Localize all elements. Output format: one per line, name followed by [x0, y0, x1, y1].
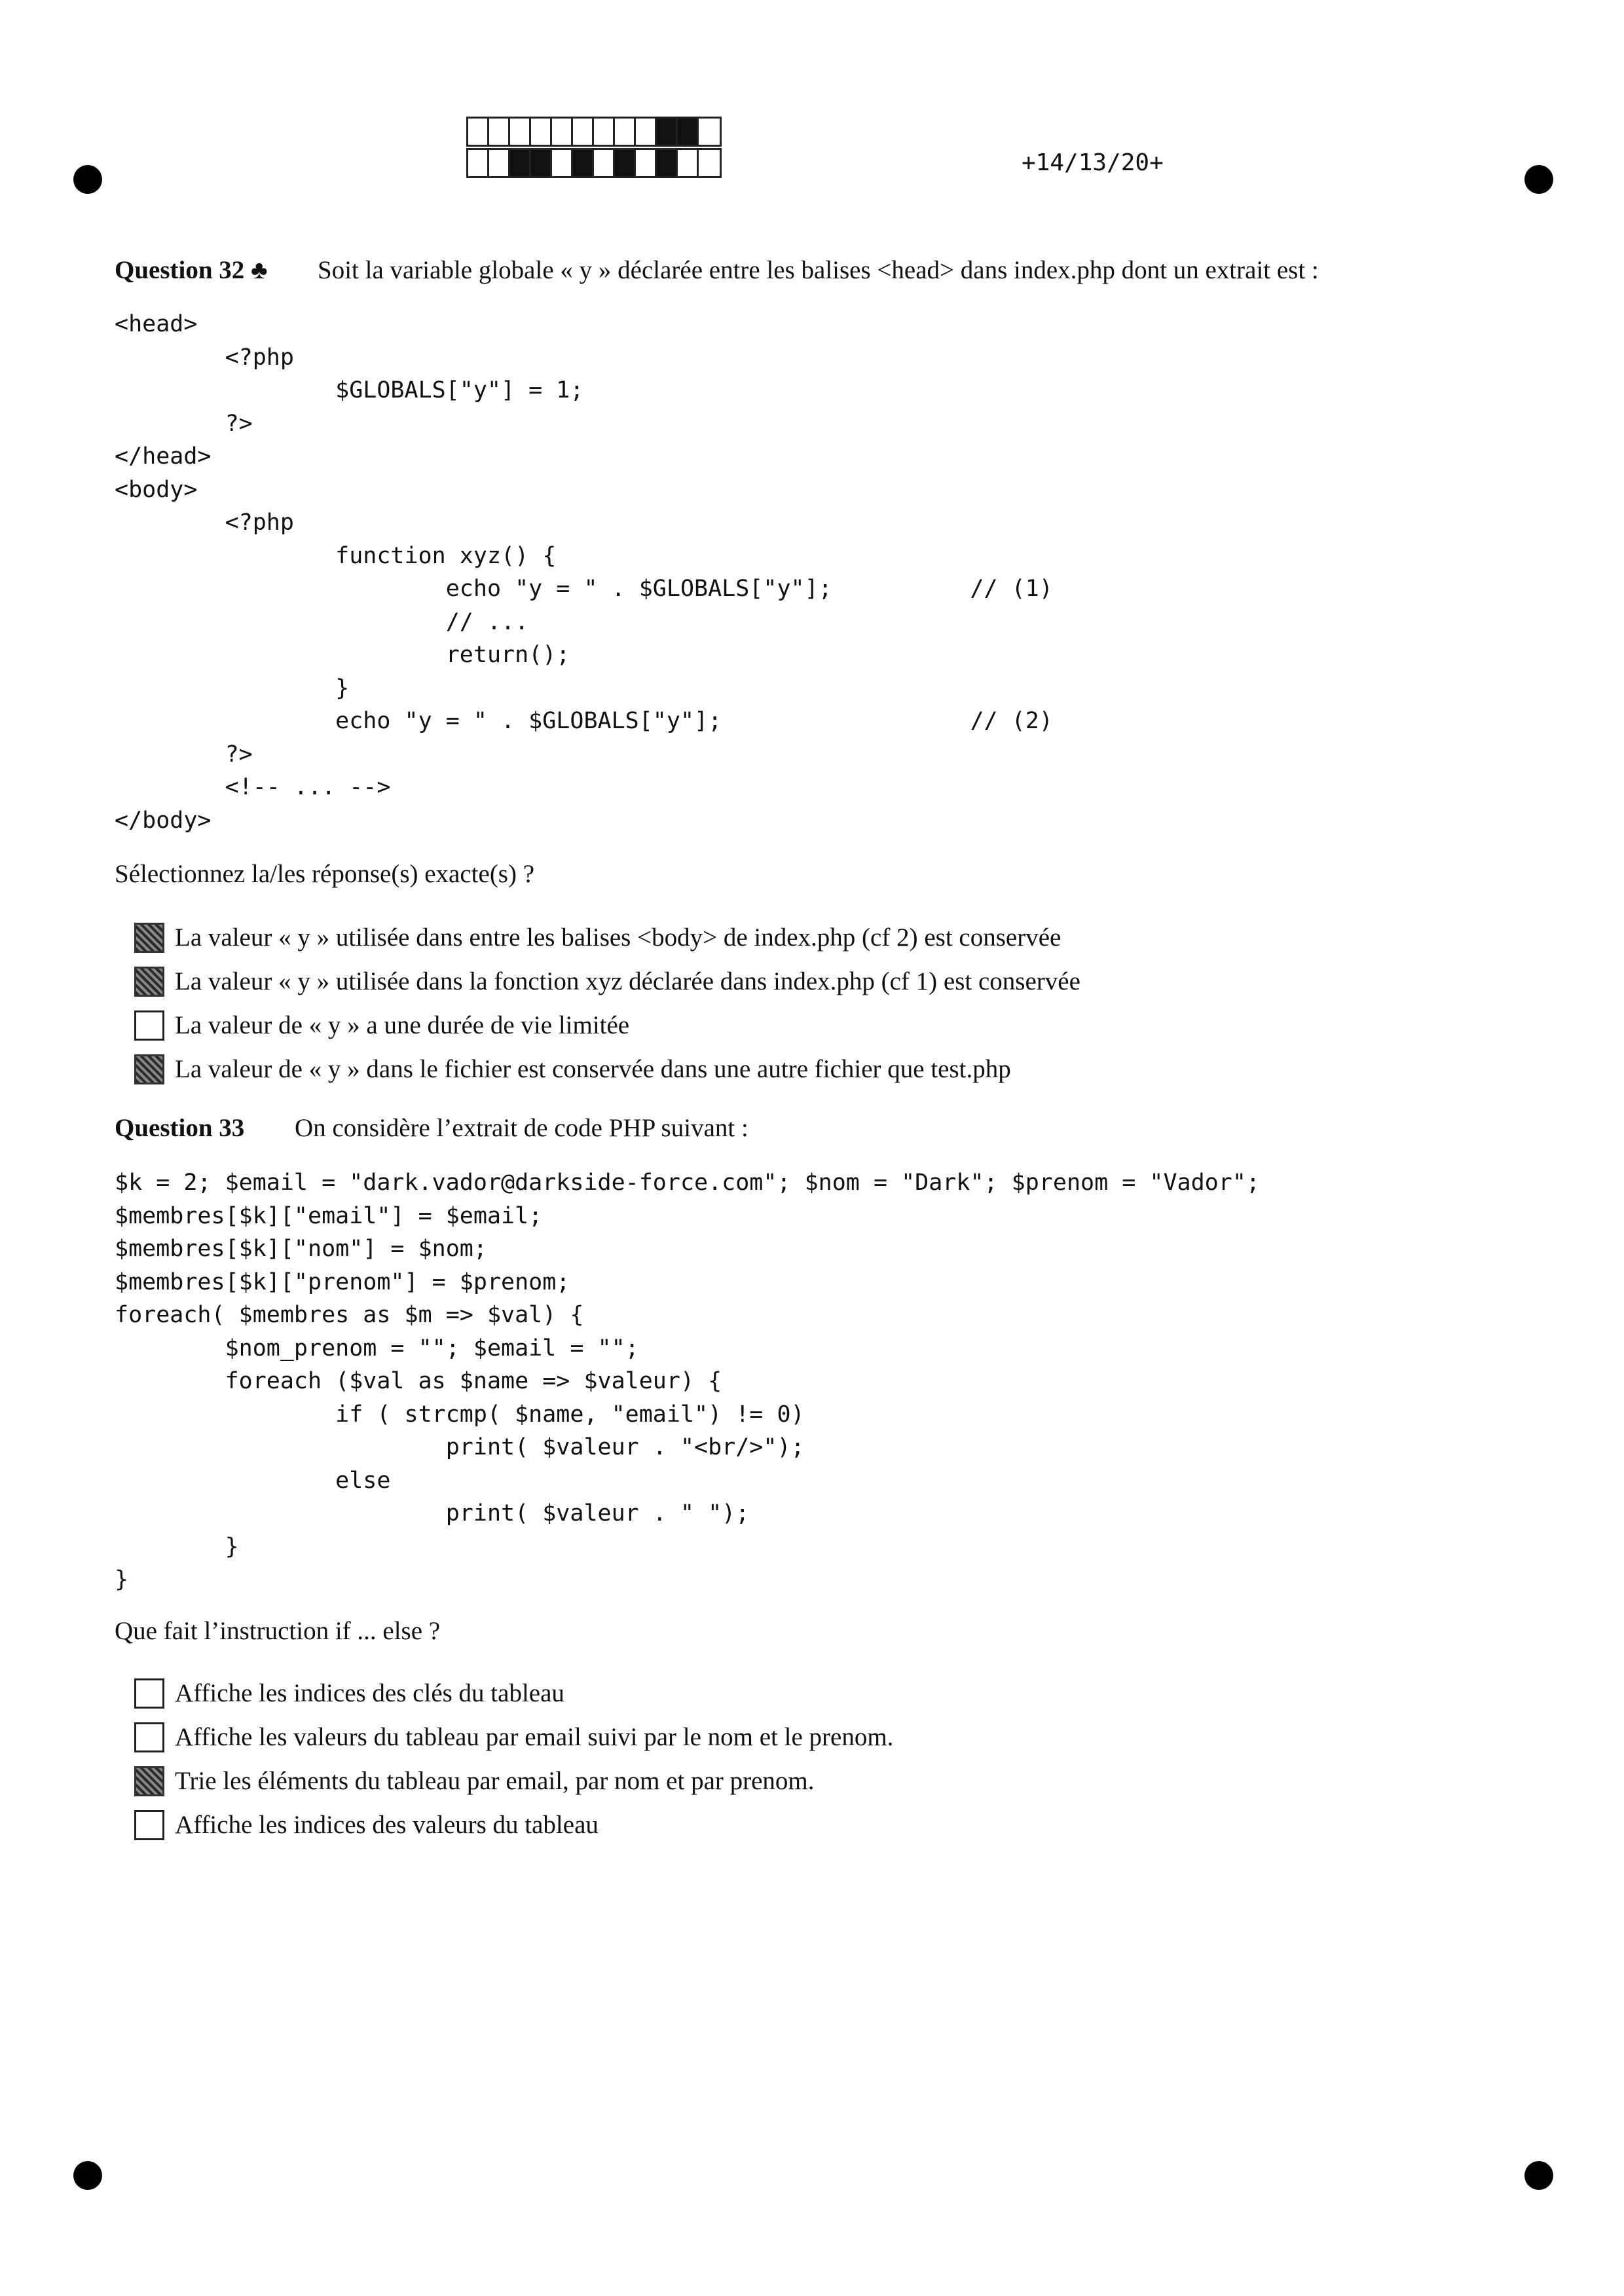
answer-checkbox[interactable]: [134, 967, 164, 997]
answer-checkbox[interactable]: [134, 923, 164, 953]
barcode-cell: [678, 119, 699, 145]
answer-label: Trie les éléments du tableau par email, par nom et par prenom.: [175, 1767, 815, 1795]
answer-checkbox[interactable]: [134, 1010, 164, 1041]
barcode-cell: [468, 150, 489, 176]
barcode-cell: [510, 119, 531, 145]
answer-option[interactable]: [134, 1671, 893, 1715]
barcode-cell: [552, 150, 573, 176]
barcode-cell: [699, 119, 720, 145]
registration-mark-bottom-left: [73, 2161, 102, 2190]
barcode-cell: [531, 119, 552, 145]
answer-checkbox[interactable]: [134, 1766, 164, 1796]
barcode-cell: [594, 119, 615, 145]
answer-list: [134, 916, 1080, 1091]
question-number: Question 33: [115, 1114, 245, 1142]
answer-option[interactable]: [134, 1715, 893, 1759]
question-header: [115, 1113, 748, 1143]
barcode-row: [466, 148, 722, 178]
answer-list: [134, 1671, 893, 1847]
answer-checkbox[interactable]: [134, 1678, 164, 1709]
registration-mark-top-right: [1524, 165, 1553, 194]
question-header: [115, 255, 1319, 285]
question-prompt: Que fait l’instruction if ... else ?: [115, 1617, 441, 1645]
question-statement: Soit la variable globale « y » déclarée entre les balises <head> dans index.php dont un extrait est :: [318, 256, 1319, 284]
barcode-cell: [573, 150, 594, 176]
barcode-cell: [468, 119, 489, 145]
barcode-cell: [594, 150, 615, 176]
answer-option[interactable]: [134, 1003, 1080, 1047]
barcode-cell: [573, 119, 594, 145]
barcode-cell: [552, 119, 573, 145]
barcode-cell: [699, 150, 720, 176]
answer-option[interactable]: [134, 1759, 893, 1803]
code-block: <head> <?php $GLOBALS["y"] = 1; ?> </head> <body> <?php function xyz() { echo "y = " . $GLOBALS["y"]; // (1) // ... return(); } echo "y = " . $GLOBALS["y"]; // (2) ?> <!-- ... --> </body>: [115, 311, 1053, 834]
answer-checkbox[interactable]: [134, 1722, 164, 1752]
answer-label: Affiche les indices des clés du tableau: [175, 1679, 564, 1707]
barcode-cell: [657, 150, 678, 176]
answer-label: Affiche les indices des valeurs du tableau: [175, 1811, 599, 1839]
answer-label: Affiche les valeurs du tableau par email suivi par le nom et le prenom.: [175, 1723, 894, 1751]
code-block: $k = 2; $email = "dark.vador@darkside-force.com"; $nom = "Dark"; $prenom = "Vador"; $membres[$k]["email"] = $email; $membres[$k]["nom"] = $nom; $membres[$k]["prenom"] = $prenom; foreach( $membres as $m => $val) { $nom_prenom = ""; $email = ""; foreach ($val as $name => $valeur) { if ( strcmp( $name, "email") != 0) print( $valeur . "<br/>"); else print( $valeur . " "); } }: [115, 1170, 1260, 1593]
barcode-cell: [489, 150, 510, 176]
answer-checkbox[interactable]: [134, 1054, 164, 1084]
question-number: Question 32 ♣: [115, 256, 268, 284]
answer-option[interactable]: [134, 959, 1080, 1003]
answer-option[interactable]: [134, 1047, 1080, 1091]
sheet-id: +14/13/20+: [1022, 149, 1164, 176]
question-prompt: Sélectionnez la/les réponse(s) exacte(s) ?: [115, 860, 535, 888]
barcode-cell: [489, 119, 510, 145]
registration-mark-top-left: [73, 165, 102, 194]
barcode-row: [466, 117, 722, 147]
answer-label: La valeur de « y » a une durée de vie limitée: [175, 1011, 630, 1039]
barcode-cell: [615, 150, 636, 176]
question-statement: On considère l’extrait de code PHP suivant :: [295, 1114, 748, 1142]
answer-label: La valeur de « y » dans le fichier est conservée dans une autre fichier que test.php: [175, 1055, 1011, 1083]
answer-option[interactable]: [134, 1803, 893, 1847]
registration-mark-bottom-right: [1524, 2161, 1553, 2190]
barcode-cell: [510, 150, 531, 176]
barcode-cell: [657, 119, 678, 145]
barcode-cell: [531, 150, 552, 176]
barcode-cell: [678, 150, 699, 176]
barcode-cell: [615, 119, 636, 145]
answer-label: La valeur « y » utilisée dans la fonction xyz déclarée dans index.php (cf 1) est conservée: [175, 967, 1080, 995]
barcode-cell: [636, 119, 657, 145]
answer-checkbox[interactable]: [134, 1810, 164, 1840]
answer-option[interactable]: [134, 916, 1080, 959]
answer-label: La valeur « y » utilisée dans entre les balises <body> de index.php (cf 2) est conservée: [175, 923, 1061, 952]
barcode-cell: [636, 150, 657, 176]
